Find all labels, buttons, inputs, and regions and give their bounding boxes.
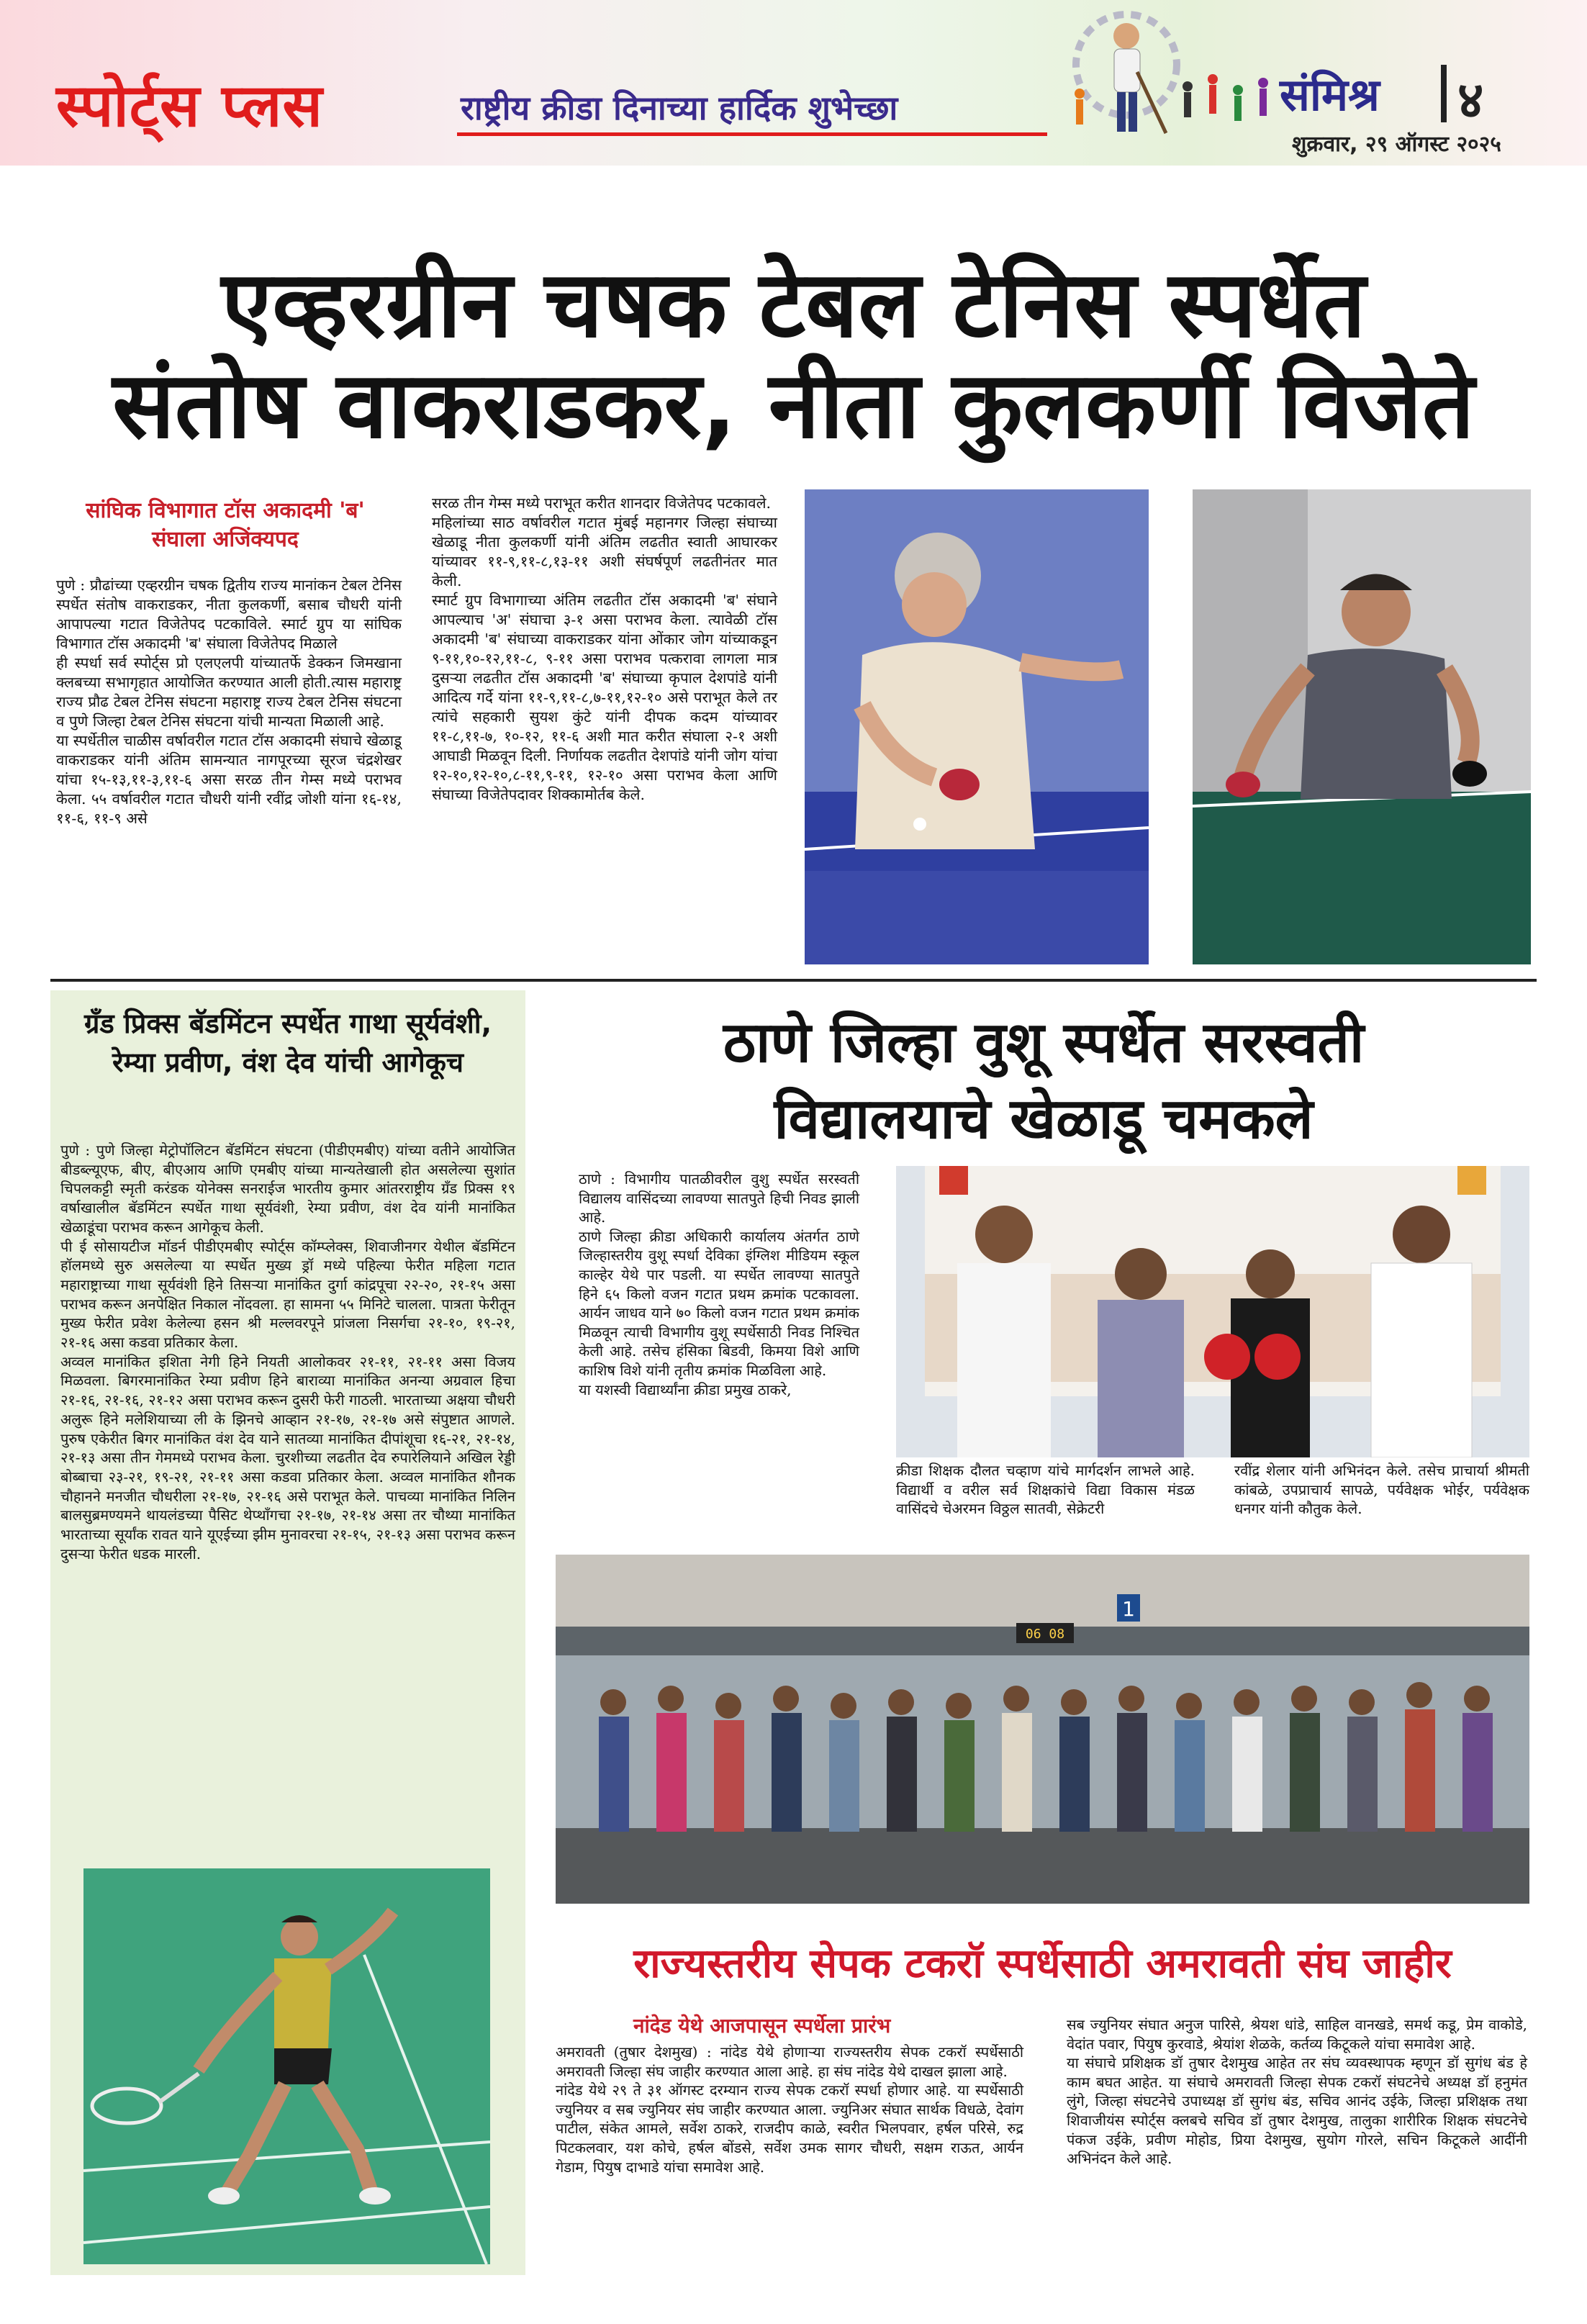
team-group-photo — [556, 1555, 1529, 1904]
story1-headline-line1: एव्हरग्रीन चषक टेबल टेनिस स्पर्धेत — [221, 251, 1366, 358]
story3-column1: ठाणे : विभागीय पातळीवरील वुशु स्पर्धेत सरस्वती विद्यालय वासिंदच्या लावण्या सातपुते हिची निवड झाली आहे. ठाणे जिल्हा क्रीडा अधिकारी कार्यालय अंतर्गत ठाणे जिल्हास्तरीय वुशू स्पर्धा देविका इंग्लिश मीडियम स्कूल काल्हेर येथे पार पडली. या स्पर्धेत लावण्या सातपुते हिने ६५ किलो वजन गटात प्रथम क्रमांक पटकावला. आर्यन जाधव याने ७० किलो वजन गटात प्रथम क्रमांक मिळवून त्याची विभागीय वुशू स्पर्धेसाठी निवड निश्चित केली आहे. तसेच हंसिका बिडवी, किमया विशे आणि काशिष विशे यांनी तृतीय क्रमांक मिळविला आहे. या यशस्वी विद्यार्थ्यांना क्रीडा प्रमुख ठाकरे, — [579, 1170, 859, 1398]
story4-column1: अमरावती (तुषार देशमुख) : नांदेड येथे होणाऱ्या राज्यस्तरीय सेपक टकरॉ स्पर्धेसाठी अमरावती जिल्हा संघ जाहीर करण्यात आला आहे. हा संघ नांदेड येथे दाखल झाला आहे. नांदेड येथे २९ ते ३१ ऑगस्ट दरम्यान राज्य सेपक टकरॉ स्पर्धा होणार आहे. या स्पर्धेसाठी ज्युनियर व सब ज्युनियर संघ जाहीर करण्यात आला. ज्युनिअर संघात सार्थक विधळे, देवांग पाटील, संकेत आमले, सर्वेश ठाकरे, राजदीप काळे, स्वरीत भिलपवार, हर्षल परिसे, रुद्र पिटकलवार, यश कोचे, हर्षल बोंडसे, सर्वेश उमक सागर चौधरी, सक्षम राऊत, आर्यन गेडाम, पियुष दाभाडे यांचा समावेश आहे. — [556, 2043, 1023, 2176]
story3-column2: क्रीडा शिक्षक दौलत चव्हाण यांचे मार्गदर्शन लाभले आहे. विद्यार्थी व वरील सर्व शिक्षकांचे विद्या विकास मंडळ वासिंदचे चेअरमन विठ्ठल सातवी, सेक्रेटरी — [896, 1462, 1195, 1518]
section-divider — [1441, 65, 1447, 122]
story1-headline-line2: संतोष वाकराडकर, नीता कुलकर्णी विजेते — [112, 352, 1475, 459]
story4-column2: सब ज्युनियर संघात अनुज पारिसे, श्रेयश धांडे, साहिल वानखडे, समर्थ कडू, प्रेम वाकोडे, वेदांत पवार, पियुष कुरवाडे, श्रेयांश शेळके, कर्तव्य किटूकले यांचा समावेश आहे. या संघाचे प्रशिक्षक डॉ तुषार देशमुख आहेत तर संघ व्यवस्थापक म्हणून डॉ सुगंध बंड हे काम बघत आहेत. या संघाचे अमरावती जिल्हा सेपक टकरॉ संघटनेचे अध्यक्ष डॉ हनुमंत लुंगे, जिल्हा संघटनेचे उपाध्यक्ष डॉ सुगंध बंड, सचिव आनंद उईके, जिल्हा प्रशिक्षक तथा शिवाजीयंस स्पोर्ट्स क्लबचे सचिव डॉ तुषार देशमुख, तालुका शारीरिक शिक्षक संघटनेचे पंकज उईके, प्रवीण मोहोड, प्रिया देशमुख, सुयोग गोरले, सचिन किटूकले आदींनी अभिनंदन केले आहे. — [1067, 2016, 1527, 2168]
tagline-underline — [457, 132, 1047, 136]
tagline: राष्ट्रीय क्रीडा दिनाच्या हार्दिक शुभेच्छा — [461, 89, 898, 127]
story4-subhead: नांदेड येथे आजपासून स्पर्धेला प्रारंभ — [633, 2014, 891, 2038]
story3-column3: रवींद्र शेलार यांनी अभिनंदन केले. तसेच प्राचार्या श्रीमती कांबळे, उपप्राचार्य सापळे, पर्यवेक्षक भोईर, पर्यवेक्षक धनगर यांनी कौतुक केले. — [1234, 1462, 1529, 1518]
story2-body: पुणे : पुणे जिल्हा मेट्रोपॉलिटन बॅडमिंटन संघटना (पीडीएमबीए) यांच्या वतीने आयोजित बीडब्ल्यूएफ, बीए, बीएआय आणि एमबीए यांच्या मान्यतेखाली होत असलेल्या सुशांत चिपलकट्टी स्मृती करंडक योनेक्स सनराईज भारतीय कुमार आंतरराष्ट्रीय ग्रँड प्रिक्स १९ वर्षाखालील बॅडमिंटन स्पर्धेत गाथा सूर्यवंशी, रेम्या प्रवीण, वंश देव यांनी मानांकित खेळाडूंचा पराभव करून आगेकूच केली. पी ई सोसायटीज मॉडर्न पीडीएमबीए स्पोर्ट्स कॉम्प्लेक्स, शिवाजीनगर येथील बॅडमिंटन हॉलमध्ये सुरु असलेल्या या स्पर्धेत मुख्य ड्रॉ मध्ये पहिल्या फेरीत महिला गटात महाराष्ट्राच्या गाथा सूर्यवंशी हिने तिसऱ्या मानांकित दुर्गा कांद्रपूचा २२-२०, २१-१५ असा पराभव करून अनपेक्षित निकाल नोंदवला. हा सामना ५५ मिनिटे चालला. पात्रता फेरीतून मुख्य फेरीत प्रवेश केलेल्या हसन श्री मल्लवरपूने प्रांजला निसर्गचा २१-१०, १९-२१, २१-१६ असा कडवा प्रतिकार केला. अव्वल मानांकित इशिता नेगी हिने नियती आलोकवर २१-११, २१-११ असा विजय मिळवला. बिगरमानांकित रेम्या प्रवीण हिने बाराव्या मानांकित अनन्या अग्रवाल हिचा २१-१६, २१-१६, २१-१२ असा पराभव करून दुसरी फेरी गाठली. भारताच्या अक्षया चौधरी अलुरू हिने मलेशियाच्या ली के झिनचे आव्हान २१-१७, २१-१७ असे संपुष्टात आणले. पुरुष एकेरीत बिगर मानांकित वंश देव याने सातव्या मानांकित दीपांशूचा १६-२१, २१-१४, २१-१३ असा तीन गेममध्ये पराभव केला. चुरशीच्या लढतीत देव रुपारेलियाने अखिल रेड्डी बोब्बाचा २३-२१, १९-२१, २१-११ असा कडवा प्रतिकार केला. अव्वल मानांकित शौनक चौहानने मनजीत चौधरीला २१-१७, २१-१६ असे पराभूत केले. पाचव्या मानांकित निलिन बालसुब्रमण्यमने थायलंडच्या पैसिट थेप्थॉंगचा २१-१७, २१-१४ असा तर चौथ्या मानांकित भारताच्या सूर्यांक रावत याने यूएईच्या झीम मुनावरचा २१-१५, २१-१३ असा पराभव करून दुसऱ्या फेरीत धडक मारली. — [60, 1141, 515, 1563]
story4-headline: राज्यस्तरीय सेपक टकरॉ स्पर्धेसाठी अमरावती संघ जाहीर — [633, 1940, 1452, 1987]
story3-headline-line2: विद्यालयाचे खेळाडू चमकले — [774, 1087, 1314, 1152]
story1-column1: पुणे : प्रौढांच्या एव्हरग्रीन चषक द्वितीय राज्य मानांकन टेबल टेनिस स्पर्धेत संतोष वाकराडकर, नीता कुलकर्णी, बसाब चौधरी यांनी आपापल्या गटात विजेतेपद पटकाविले. स्मार्ट ग्रुप या सांघिक विभागात टॉस अकादमी 'ब' संघाला विजेतेपद मिळाले ही स्पर्धा सर्व स्पोर्ट्स प्रो एलएलपी यांच्यातर्फे डेक्कन जिमखाना क्लबच्या सभागृहात आयोजित करण्यात आली होती.त्यास महाराष्ट्र राज्य प्रौढ टेबल टेनिस संघटना महाराष्ट्र राज्य टेबल टेनिस संघटना व पुणे जिल्हा टेबल टेनिस संघटना यांची मान्यता मिळाली आहे. या स्पर्धेतील चाळीस वर्षावरील गटात टॉस अकादमी संघाचे खेळाडू वाकराडकर यांनी अंतिम सामन्यात नागपूरच्या सूरज चंद्रशेखर यांचा १५-१३,११-३,११-६ असा सरळ तीन गेम्स मध्ये पराभव केला. ५५ वर्षावरील गटात चौधरी यांनी रवींद्र जोशी यांना १६-१४, ११-६, ११-९ असे — [56, 577, 402, 827]
story1-subhead: सांघिक विभागात टॉस अकादमी 'ब' संघाला अजिंक्यपद — [86, 498, 365, 552]
divider-rule — [50, 979, 1537, 982]
brand-title: स्पोर्ट्स प्लस — [56, 72, 323, 140]
sports-figures-illustration — [1065, 7, 1281, 158]
platform-sign: 1 — [1122, 1597, 1135, 1621]
badminton-player-photo — [83, 1868, 490, 2264]
story1-column2: सरळ तीन गेम्स मध्ये पराभूत करीत शानदार विजेतेपद पटकावले. महिलांच्या साठ वर्षावरील गटात मुंबई महानगर जिल्हा संघाच्या खेळाडू नीता कुलकर्णी यांनी अंतिम लढतीत स्वाती आघारकर यांच्यावर ११-९,११-८,१३-११ अशी संघर्षपूर्ण लढतीनंतर मात केली. स्मार्ट ग्रुप विभागाच्या अंतिम लढतीत टॉस अकादमी 'ब' संघाने आपल्याच 'अ' संघाचा ३-१ असा पराभव केला. त्यावेळी टॉस अकादमी 'ब' संघाच्या वाकराडकर यांना ओंकार जोग यांच्याकडून ९-११,१०-१२,११-८, ९-११ असा पराभव पत्करावा लागला मात्र दुसऱ्या लढतीत टॉस अकादमी 'ब' संघाच्या कृपाल देशपांडे यांनी आदित्य गर्दे यांना ११-९,११-८,७-११,१२-१० असे पराभूत केले तर त्यांचे सहकारी सुयश कुंटे यांनी दीपक कदम यांच्यावर ११-८,११-७, १०-१२, ११-६ अशी मात करीत संघाला २-१ अशी आघाडी मिळवून दिली. निर्णायक लढतीत देशपांडे यांनी जोग यांचा १२-१०,१२-१०,८-११,९-११, १२-१० असा पराभव केला आणि संघाच्या विजेतेपदावर शिक्कामोर्तब केले. — [432, 494, 777, 803]
story2-headline: ग्रँड प्रिक्स बॅडमिंटन स्पर्धेत गाथा सूर्यवंशी, रेम्या प्रवीण, वंश देव यांची आगेकूच — [83, 1008, 492, 1078]
story3-headline-line1: ठाणे जिल्हा वुशू स्पर्धेत सरस्वती — [723, 1010, 1365, 1075]
table-tennis-player-photo-2 — [1193, 489, 1531, 964]
station-clock: 06 08 — [1025, 1627, 1065, 1642]
table-tennis-player-photo — [805, 489, 1149, 964]
section-name: संमिश्र — [1280, 68, 1380, 121]
date-line: शुक्रवार, २९ ऑगस्ट २०२५ — [1292, 132, 1501, 157]
wushu-group-photo — [896, 1166, 1529, 1457]
page-number: ४ — [1457, 71, 1484, 130]
